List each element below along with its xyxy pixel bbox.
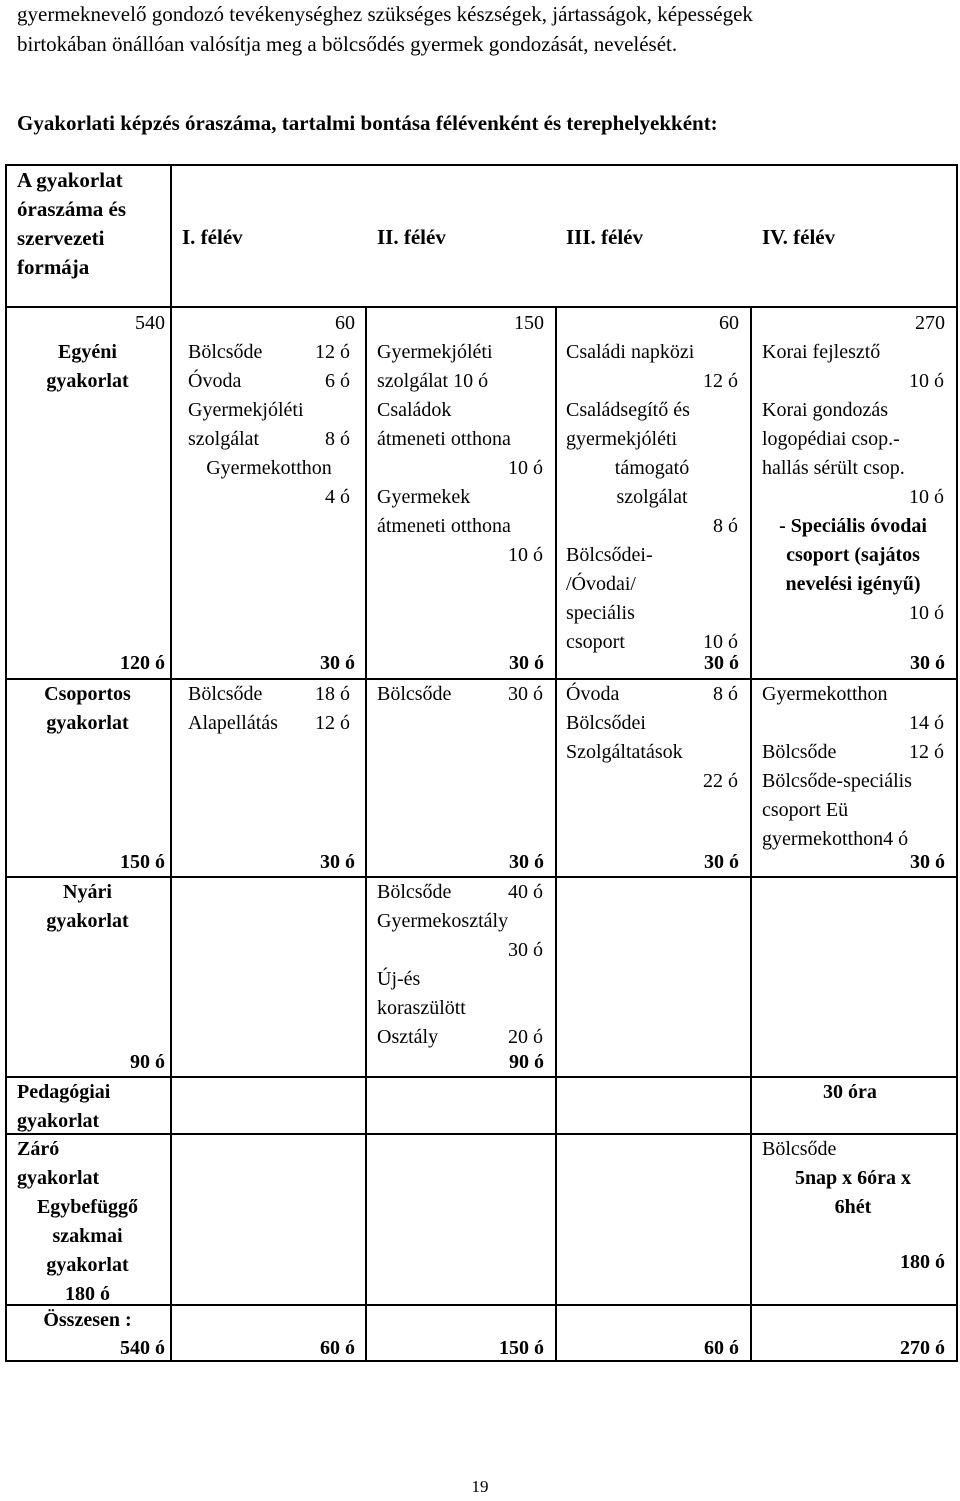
header-semester-3: III. félév xyxy=(566,225,643,249)
group-semester-2 xyxy=(377,680,543,709)
subtotal: 90 ó xyxy=(509,1051,544,1073)
group-semester-4: Gyermekotthon 14 ó Bölcsőde 12 ó Bölcsőde-speciális csoport Eü gyermekotthon4 ó xyxy=(762,683,944,850)
total-hours: 270 xyxy=(915,312,945,334)
subtotal: 30 ó xyxy=(320,652,355,674)
grand-total: 60 ó xyxy=(320,1337,355,1359)
subtotal: 30 ó xyxy=(910,851,945,873)
list-item: Óvoda 8 ó xyxy=(566,683,738,705)
group-semester-3: Óvoda 8 ó Bölcsődei Szolgáltatások 22 ó xyxy=(566,680,738,796)
list-item: szolgálat 8 ó xyxy=(188,428,350,450)
list-item: Gyermekjóléti xyxy=(188,399,304,421)
section-heading: Gyakorlati képzés óraszáma, tartalmi bontása félévenként és terephelyekként: xyxy=(17,111,718,135)
header-semester-2: II. félév xyxy=(377,225,446,249)
header-semester-4: IV. félév xyxy=(762,225,836,249)
subtotal: 30 ó xyxy=(910,652,945,674)
row-label-total: Összesen : xyxy=(43,1309,132,1331)
list-item: Bölcsőde 30 ó xyxy=(377,683,543,705)
row-label-pedagogical: Pedagógiai gyakorlat xyxy=(17,1081,111,1132)
intro-line: gyermeknevelő gondozó tevékenységhez szükséges készségek, jártasságok, képességek xyxy=(17,2,753,26)
total-hours: 150 xyxy=(514,312,544,334)
table-border xyxy=(5,306,957,308)
subtotal: 150 ó xyxy=(120,851,165,873)
individual-semester-3: Családi napközi 12 ó Családsegítő és gyermekjóléti támogató szolgálat 8 ó Bölcsődei- /Óvodai/ speciális csoport 10 ó xyxy=(566,338,738,657)
table-border xyxy=(956,164,958,1362)
table-border xyxy=(750,306,752,1362)
subtotal: 30 ó xyxy=(320,851,355,873)
final-semester-4-hours: 180 ó xyxy=(900,1251,945,1273)
subtotal: 120 ó xyxy=(120,652,165,674)
group-semester-1 xyxy=(188,680,350,738)
individual-semester-2: Gyermekjóléti szolgálat 10 ó Családok átmeneti otthona 10 ó Gyermekek átmeneti otthona 10 ó xyxy=(377,341,543,566)
summer-semester-2: Bölcsőde 40 ó Gyermekosztály 30 ó Új-és koraszülött Osztály 20 ó xyxy=(377,878,543,1052)
intro-paragraph xyxy=(17,0,957,59)
grand-total: 150 ó xyxy=(499,1337,544,1359)
list-item: Bölcsőde 12 ó xyxy=(762,741,944,763)
grand-total: 60 ó xyxy=(704,1337,739,1359)
row-label-final: Záró gyakorlat Egybefüggő szakmai gyakorlat 180 ó xyxy=(17,1138,139,1305)
list-item: Bölcsőde 12 ó xyxy=(188,341,350,363)
row-label-summer: Nyári gyakorlat xyxy=(46,881,129,932)
individual-semester-1: Bölcsőde 12 ó Óvoda 6 ó Gyermekjóléti szolgálat 8 ó Gyermekotthon 4 ó xyxy=(188,338,350,512)
row-label-group: Csoportos gyakorlat xyxy=(44,683,131,734)
total-hours: 60 xyxy=(335,312,355,334)
list-item: Óvoda 6 ó xyxy=(188,370,350,392)
list-item: Osztály 20 ó xyxy=(377,1026,543,1048)
list-item: Bölcsőde 40 ó xyxy=(377,881,543,903)
subtotal: 90 ó xyxy=(130,1051,165,1073)
list-item: csoport 10 ó xyxy=(566,631,738,653)
header-semester-1: I. félév xyxy=(182,225,243,249)
subtotal: 30 ó xyxy=(509,851,544,873)
table-border xyxy=(365,306,367,1362)
table-border xyxy=(5,164,957,166)
page-number: 19 xyxy=(471,1477,489,1496)
list-item: Bölcsőde 18 ó xyxy=(188,683,350,705)
individual-semester-4: Korai fejlesztő 10 ó Korai gondozás logopédiai csop.- hallás sérült csop. 10 ó - Speciális óvodai csoport (sajátos nevelési igényű) 10 ó xyxy=(762,341,944,624)
total-hours: 60 xyxy=(719,312,739,334)
list-item: Alapellátás 12 ó xyxy=(188,712,350,734)
table-border xyxy=(555,306,557,1362)
total-hours: 540 xyxy=(135,312,165,334)
final-semester-4: Bölcsőde 5nap x 6óra x 6hét xyxy=(762,1138,912,1218)
intro-line: birtokában önállóan valósítja meg a bölcsődés gyermek gondozását, nevelését. xyxy=(17,32,678,56)
grand-total: 540 ó xyxy=(120,1337,165,1359)
row-label-individual: Egyéni gyakorlat xyxy=(46,341,129,392)
subtotal: 30 ó xyxy=(509,652,544,674)
subtotal: 30 ó xyxy=(704,851,739,873)
pedagogical-semester-4: 30 óra xyxy=(823,1081,877,1103)
header-form-label: A gyakorlat óraszáma és szervezeti formája xyxy=(17,168,127,279)
subtotal: 30 ó xyxy=(704,652,739,674)
grand-total: 270 ó xyxy=(900,1337,945,1359)
table-border xyxy=(5,164,7,1362)
table-border xyxy=(170,164,172,1362)
